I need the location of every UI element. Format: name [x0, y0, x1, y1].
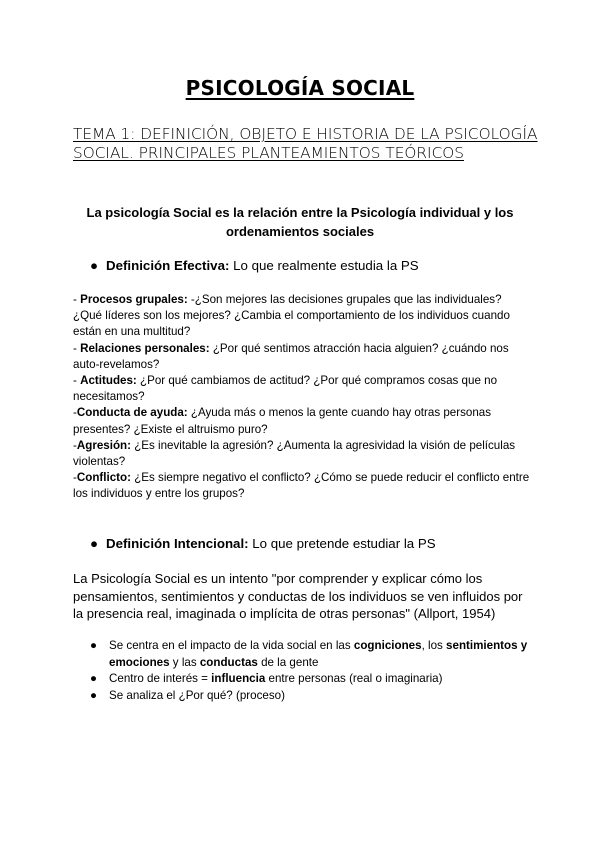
bullet-icon: ●	[90, 672, 98, 685]
list-item: - Procesos grupales: -¿Son mejores las decisiones grupales que las individuales? ¿Qué líderes son los mejores? ¿Cambia el comportamiento de los individuos cuando están en una multitud?	[73, 293, 510, 339]
definition-intentional-desc: Lo que pretende estudiar la PS	[248, 536, 436, 551]
definition-effective-label: Definición Efectiva:	[106, 258, 230, 273]
summary-bullets	[90, 638, 540, 704]
list-item: - Relaciones personales: ¿Por qué sentimos atracción hacia alguien? ¿cuándo nos auto-revelamos?	[73, 341, 509, 371]
list-item: ● Se analiza el ¿Por qué? (proceso)	[90, 688, 540, 705]
list-item: -Agresión: ¿Es inevitable la agresión? ¿Aumenta la agresividad la visión de películas violentas?	[73, 438, 516, 469]
document-title: PSICOLOGÍA SOCIAL	[185, 76, 415, 100]
list-item: -Conflicto: ¿Es siempre negativo el conflicto? ¿Cómo se puede reducir el conflicto entre los individuos y entre los grupos?	[73, 471, 530, 501]
definition-intentional-heading	[90, 536, 436, 551]
list-item: - Actitudes: ¿Por qué cambiamos de actitud? ¿Por qué compramos cosas que no necesitamos?	[73, 374, 498, 404]
bullet-icon: ●	[90, 536, 99, 551]
topics-list	[73, 292, 533, 503]
list-item: -Conducta de ayuda: ¿Ayuda más o menos la gente cuando hay otras personas presentes? ¿Existe el altruismo puro?	[73, 406, 492, 436]
section-heading: TEMA 1: DEFINICIÓN, OBJETO E HISTORIA DE LA PSICOLOGÍA SOCIAL. PRINCIPALES PLANTEAMIENTOS TEÓRICOS	[73, 125, 538, 162]
intro-statement: La psicología Social es la relación entre la Psicología individual y los ordenamientos sociales	[86, 205, 514, 239]
allport-definition: La Psicología Social es un intento "por comprender y explicar cómo los pensamientos, sentimientos y conductas de los individuos se ven influidos por la presencia real, imaginada o implícita de otras personas" (Allport, 1954)	[73, 571, 523, 621]
definition-effective-desc: Lo que realmente estudia la PS	[229, 258, 419, 273]
bullet-icon: ●	[90, 258, 99, 273]
definition-effective-heading	[90, 258, 419, 273]
definition-intentional-label: Definición Intencional:	[106, 536, 249, 551]
bullet-icon: ●	[90, 688, 98, 702]
list-item: ● Se centra en el impacto de la vida social en las cogniciones, los sentimientos y emociones y las conductas de la gente	[90, 638, 540, 671]
list-item: ● Centro de interés = influencia entre personas (real o imaginaria)	[90, 671, 540, 688]
bullet-icon: ●	[90, 639, 98, 652]
